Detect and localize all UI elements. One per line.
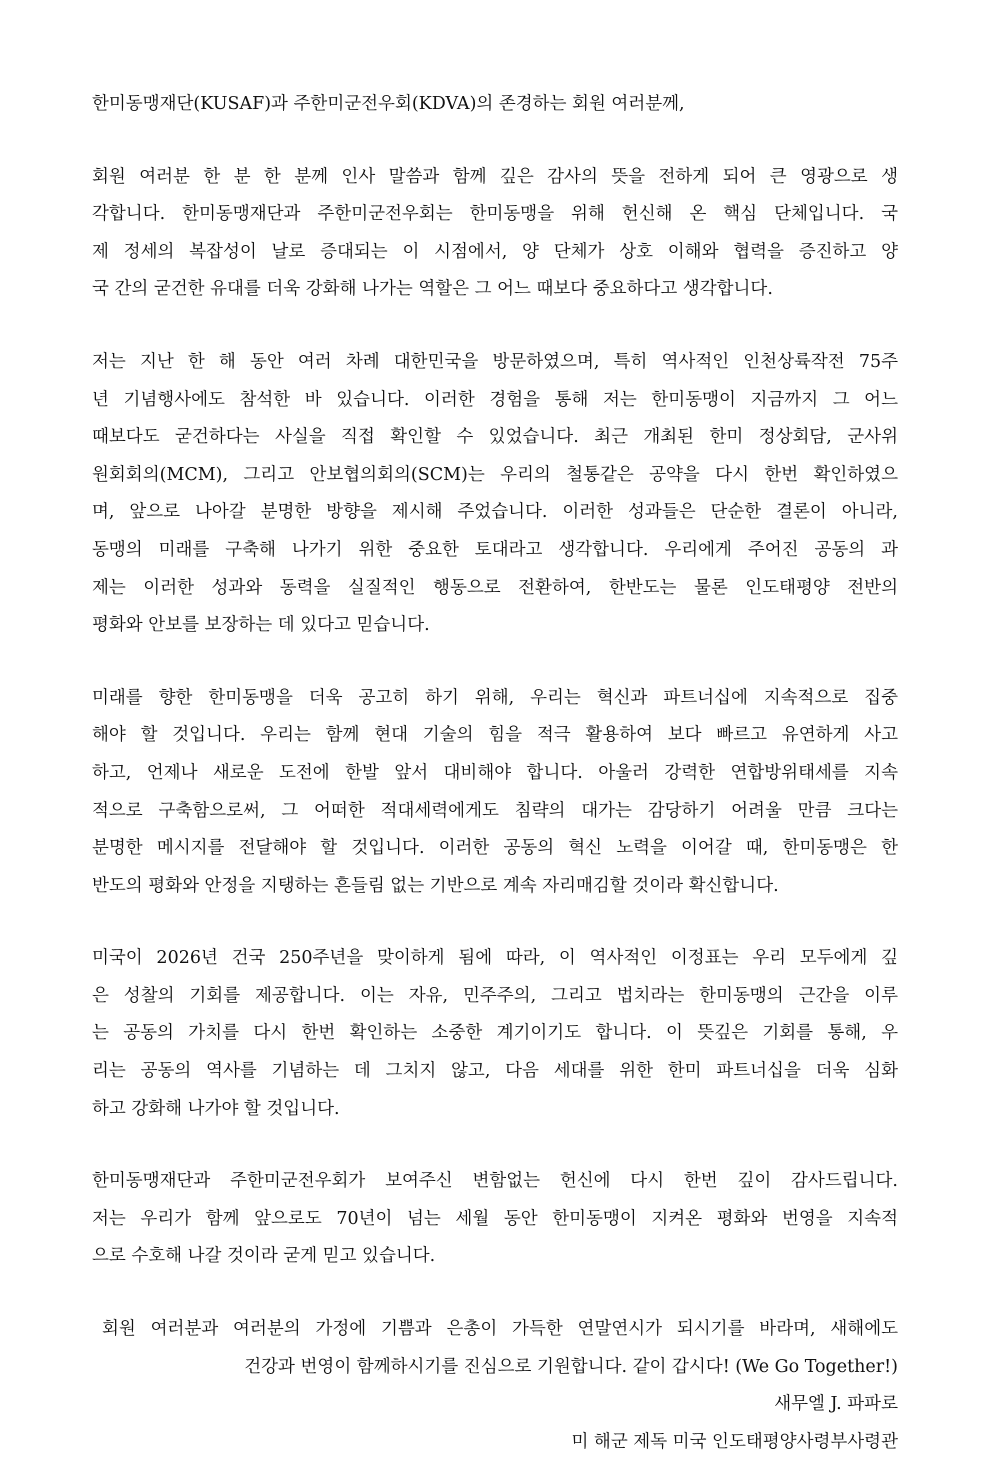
paragraph-spacer [92,1276,898,1311]
paragraph-line: 은 성찰의 기회를 제공합니다. 이는 자유, 민주주의, 그리고 법치라는 한미동맹의 근간을 이루 [92,985,898,1006]
paragraph-greeting [92,159,898,309]
paragraph-line: 저는 지난 한 해 동안 여러 차례 대한민국을 방문하였으며, 특히 역사적인 인천상륙작전 75주 [92,351,898,372]
paragraph-line: 원회회의(MCM), 그리고 안보협의회의(SCM)는 우리의 철통같은 공약을 다시 한번 확인하였으 [92,464,898,485]
closing-line: 회원 여러분과 여러분의 가정에 기쁨과 은총이 가득한 연말연시가 되시기를 바라며, 새해에도 [102,1319,898,1340]
paragraph-line: 때보다도 굳건하다는 사실을 직접 확인할 수 있었습니다. 최근 개최된 한미 정상회담, 군사위 [92,427,898,448]
paragraph-line: 으로 수호해 나갈 것이라 굳게 믿고 있습니다. [92,1246,436,1267]
paragraph-line: 년 기념행사에도 참석한 바 있습니다. 이러한 경험을 통해 저는 한미동맹이 지금까지 그 어느 [92,389,898,410]
paragraph-line: 국 간의 굳건한 유대를 더욱 강화해 나가는 역할은 그 어느 때보다 중요하다고 생각합니다. [92,279,773,300]
paragraph-spacer [92,309,898,344]
paragraph-line: 각합니다. 한미동맹재단과 주한미군전우회는 한미동맹을 위해 헌신해 온 핵심 단체입니다. 국 [92,204,898,225]
paragraph-line: 며, 앞으로 나아갈 분명한 방향을 제시해 주었습니다. 이러한 성과들은 단순한 결론이 아니라, [92,502,898,523]
paragraph-line: 회원 여러분 한 분 한 분께 인사 말씀과 함께 깊은 감사의 뜻을 전하게 되어 큰 영광으로 생 [92,166,898,187]
paragraph-anniversary [92,940,898,1128]
paragraph-line: 제 정세의 복잡성이 날로 증대되는 이 시점에서, 양 단체가 상호 이해와 협력을 증진하고 양 [92,241,898,262]
paragraph-innovation [92,680,898,906]
paragraph-line: 미국이 2026년 건국 250주년을 맞이하게 됨에 따라, 이 역사적인 이정표는 우리 모두에게 깊 [92,948,898,969]
closing-line: 건강과 번영이 함께하시기를 진심으로 기원합니다. 같이 갑시다! (We Go Together!) [244,1356,898,1377]
paragraph-visits [92,344,898,645]
paragraph-spacer [92,645,898,680]
signature-name: 새무엘 J. 파파로 [774,1394,898,1415]
paragraph-line: 해야 할 것입니다. 우리는 함께 현대 기술의 힘을 적극 활용하여 보다 빠르고 유연하게 사고 [92,725,898,746]
paragraph-line: 하고, 언제나 새로운 도전에 한발 앞서 대비해야 합니다. 아울러 강력한 연합방위태세를 지속 [92,762,898,783]
salutation: 한미동맹재단(KUSAF)과 주한미군전우회(KDVA)의 존경하는 회원 여러분께, [92,94,685,114]
paragraph-line: 한미동맹재단과 주한미군전우회가 보여주신 변함없는 헌신에 다시 한번 깊이 감사드립니다. [92,1171,898,1192]
paragraph-spacer [92,1128,898,1163]
paragraph-line: 평화와 안보를 보장하는 데 있다고 믿습니다. [92,615,430,636]
paragraph-line: 분명한 메시지를 전달해야 할 것입니다. 이러한 공동의 혁신 노력을 이어갈 때, 한미동맹은 한 [92,838,898,859]
paragraph-line: 는 공동의 가치를 다시 한번 확인하는 소중한 계기이기도 합니다. 이 뜻깊은 기회를 통해, 우 [92,1023,898,1044]
paragraph-line: 미래를 향한 한미동맹을 더욱 공고히 하기 위해, 우리는 혁신과 파트너십에 지속적으로 집중 [92,687,898,708]
paragraph-line: 저는 우리가 함께 앞으로도 70년이 넘는 세월 동안 한미동맹이 지켜온 평화와 번영을 지속적 [92,1208,898,1229]
paragraph-thanks [92,1163,898,1276]
paragraph-line: 동맹의 미래를 구축해 나가기 위한 중요한 토대라고 생각합니다. 우리에게 주어진 공동의 과 [92,539,898,560]
paragraph-line: 반도의 평화와 안정을 지탱하는 흔들림 없는 기반으로 계속 자리매김할 것이라 확신합니다. [92,875,779,896]
paragraph-line: 적으로 구축함으로써, 그 어떠한 적대세력에게도 침략의 대가는 감당하기 어려울 만큼 크다는 [92,800,898,821]
paragraph-line: 리는 공동의 역사를 기념하는 데 그치지 않고, 다음 세대를 위한 한미 파트너십을 더욱 심화 [92,1061,898,1082]
paragraph-spacer [92,905,898,940]
paragraph-line: 하고 강화해 나가야 할 것입니다. [92,1098,340,1119]
letter-page [92,86,898,1461]
paragraph-line: 제는 이러한 성과와 동력을 실질적인 행동으로 전환하여, 한반도는 물론 인도태평양 전반의 [92,577,898,598]
paragraph-spacer [92,124,898,159]
closing-block [92,1311,898,1461]
signature-title: 미 해군 제독 미국 인도태평양사령부사령관 [571,1431,898,1452]
